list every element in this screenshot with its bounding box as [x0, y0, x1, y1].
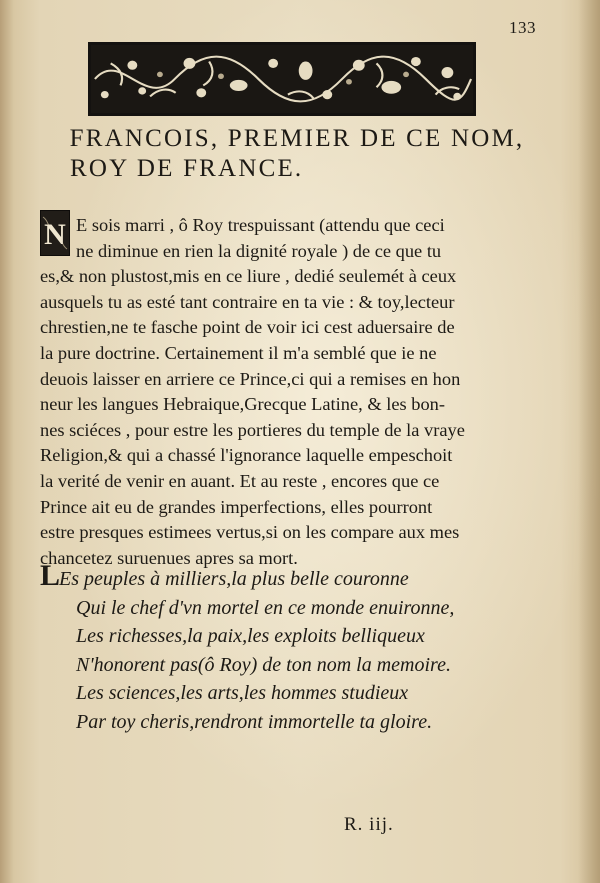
prose-line: nes sciéces , pour estre les portieres du temple de la vraye	[40, 419, 465, 440]
prose-line: neur les langues Hebraique,Grecque Latine, & les bon-	[40, 394, 445, 415]
prose-line: ausquels tu as esté tant contraire en ta vie : & toy,lecteur	[40, 291, 455, 312]
verse-line	[40, 559, 520, 594]
chapter-heading	[52, 124, 542, 184]
heading-line-2: ROY DE FRANCE.	[70, 155, 304, 182]
verse-line: Par toy cheris,rendront immortelle ta gloire.	[76, 710, 433, 733]
prose-line: chrestien,ne te fasche point de voir ici cest aduersaire de	[40, 317, 455, 338]
prose-line: deuois laisser en arriere ce Prince,ci qui a remises en hon	[40, 368, 461, 389]
signature-mark: R. iij.	[344, 814, 394, 835]
verse-line: Les sciences,les arts,les hommes studieux	[76, 682, 409, 705]
prose-line: la pure doctrine. Certainement il m'a semblé que ie ne	[40, 342, 437, 363]
drop-cap-text: N	[44, 218, 66, 251]
verse-line: Les richesses,la paix,les exploits belliqueux	[76, 625, 425, 648]
verse-initial: L	[40, 559, 60, 592]
verse-stanza	[40, 559, 520, 737]
prose-line: chancetez suruenues apres sa mort.	[40, 547, 298, 568]
prose-line: Religion,& qui a chassé l'ignorance laquelle empeschoit	[40, 445, 453, 466]
prose-line: ne diminue en rien la dignité royale ) de ce que tu	[76, 240, 442, 261]
woodcut-ornament-band	[88, 42, 476, 116]
prose-line: es,& non plustost,mis en ce liure , dedié seulemét à ceux	[40, 266, 457, 287]
page-edge-shadow	[578, 0, 600, 883]
verse-line: N'honorent pas(ô Roy) de ton nom la memoire.	[76, 653, 451, 676]
heading-line-1: FRANCOIS, PREMIER DE CE NOM,	[69, 125, 525, 152]
prose-line: estre presques estimees vertus,si on les compare aux mes	[40, 522, 460, 543]
prose-line: E sois marri , ô Roy trespuissant (attendu que ceci	[76, 215, 445, 235]
ornament-vine-icon	[91, 45, 473, 113]
prose-line: Prince ait eu de grandes imperfections, elles pourront	[40, 496, 433, 517]
prose-line: la verité de venir en auant. Et au reste , encores que ce	[40, 470, 440, 491]
page-number: 133	[509, 18, 536, 37]
verse-line: Qui le chef d'vn mortel en ce monde enuironne,	[76, 596, 455, 619]
prose-paragraph	[40, 213, 520, 571]
verse-line-text: Es peuples à milliers,la plus belle couronne	[59, 568, 409, 590]
